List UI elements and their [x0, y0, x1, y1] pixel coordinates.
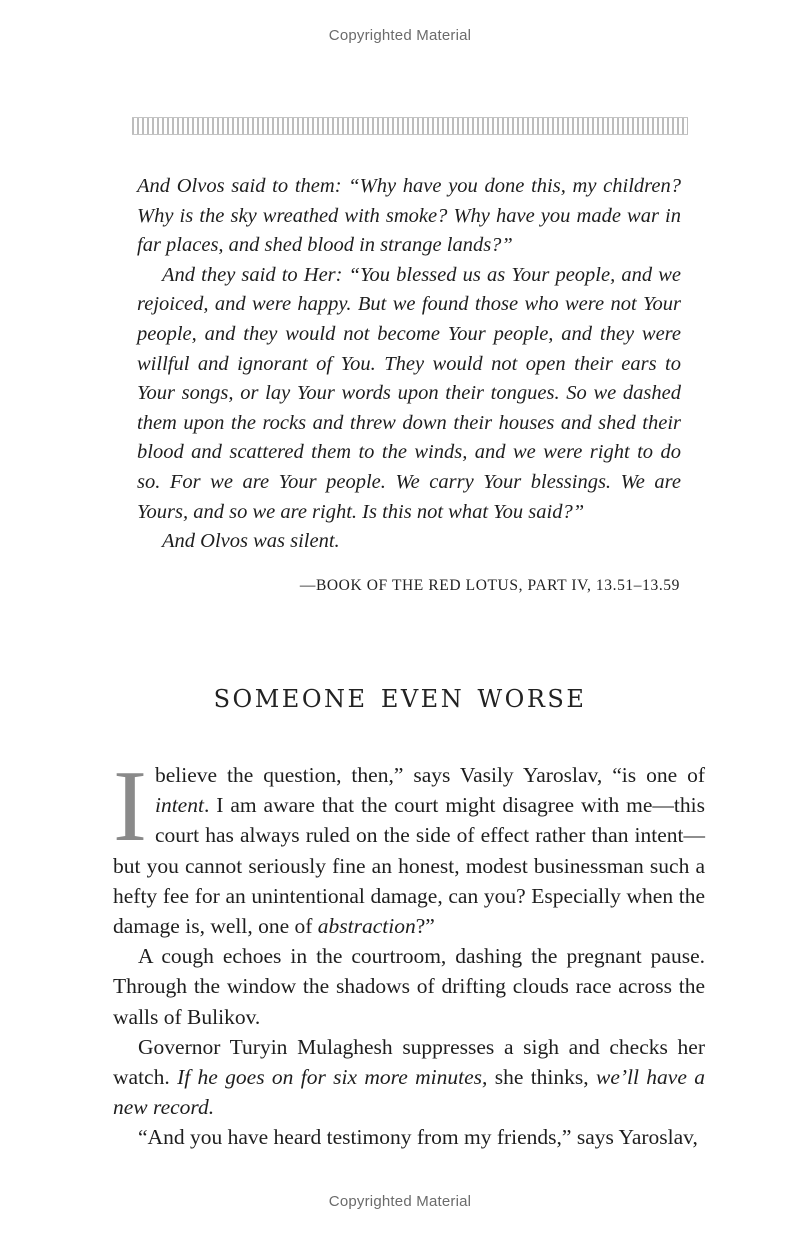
text-run: . I am aware that the court might disagree with me—this court has always ruled on the side of effect rather than intent—but you cannot seriously fine an honest, modest businessman such a hefty fee for an unintentional damage, can you? Especially when the damage is, well, one of — [113, 793, 705, 939]
epigraph — [137, 172, 681, 557]
italic-text: we’ll have a new record. — [113, 1065, 705, 1120]
copyright-watermark-top: Copyrighted Material — [328, 27, 472, 44]
epigraph-paragraph: And Olvos said to them: “Why have you done this, my children? Why is the sky wreathed with smoke? Why have you made war in far places, and shed blood in strange lands?” — [137, 175, 681, 257]
text-run: she thinks, — [487, 1065, 596, 1090]
body-paragraph — [113, 750, 705, 941]
text-run: believe the question, then,” says Vasily Yaroslav, “is one of — [154, 763, 705, 787]
body-paragraph — [113, 1032, 705, 1123]
copyright-watermark-bottom: Copyrighted Material — [328, 1193, 472, 1210]
epigraph-attribution: —BOOK OF THE RED LOTUS, PART IV, 13.51–13.59 — [299, 577, 680, 594]
chapter-body — [113, 750, 705, 1153]
body-paragraph: A cough echoes in the courtroom, dashing the pregnant pause. Through the window the shadows of drifting clouds race across the walls of Bulikov. — [113, 944, 705, 1029]
decorative-ornament-bar — [132, 117, 688, 135]
text-run: ?” — [415, 914, 435, 939]
italic-text: If he goes on for six more minutes, — [177, 1065, 488, 1090]
italic-text: abstraction — [317, 914, 416, 939]
italic-text: intent — [154, 793, 204, 818]
epigraph-paragraph: And they said to Her: “You blessed us as Your people, and we rejoiced, and were happy. But we found those who were not Your people, and they would not become Your people, and they were willful and ignorant of You. They would not open their ears to Your songs, or lay Your words upon their tongues. So we dashed them upon the rocks and threw down their houses and shed their blood and scattered them to the winds, and we were right to do so. For we are Your people. We carry Your blessings. We are Yours, and so we are right. Is this not what You said?” — [137, 263, 681, 523]
body-paragraph: “And you have heard testimony from my friends,” says Yaroslav, — [138, 1125, 698, 1150]
epigraph-paragraph: And Olvos was silent. — [162, 530, 340, 553]
chapter-title: someone even worse — [213, 676, 587, 716]
drop-cap: I — [113, 750, 147, 863]
text-run: Governor Turyin Mulaghesh suppresses a sigh and checks her watch. — [113, 1034, 705, 1090]
